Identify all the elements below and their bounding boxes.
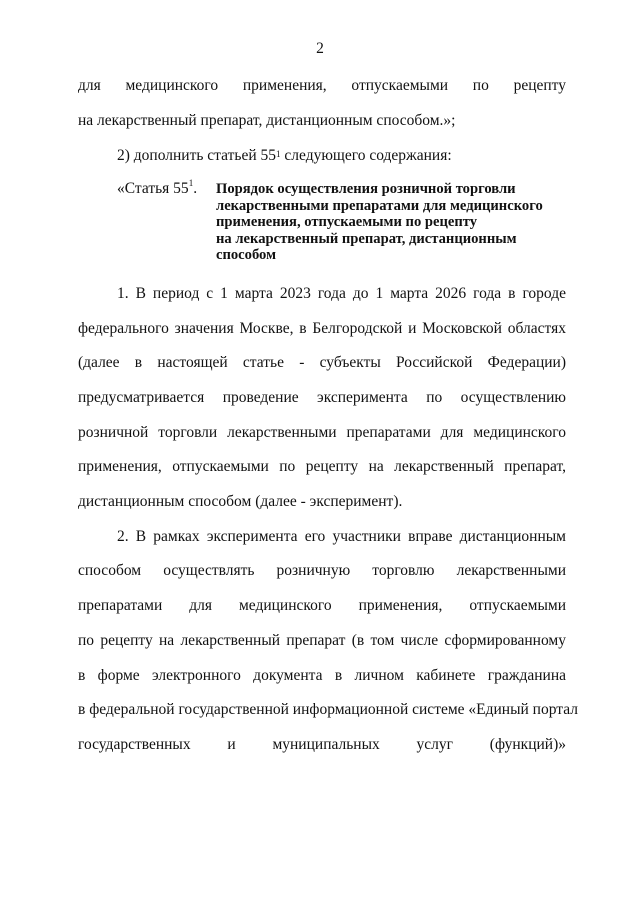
item-2-text-end: следующего содержания: xyxy=(280,147,452,164)
paragraph-2-line: препаратами для медицинского применения, отпускаемыми xyxy=(78,597,566,614)
article-label xyxy=(117,180,197,198)
article-title xyxy=(216,181,576,264)
article-label-dot: . xyxy=(193,180,198,197)
item-2-text: 2) дополнить статьей 55 xyxy=(117,147,277,164)
paragraph-2-line: государственных и муниципальных услуг (функций)» xyxy=(78,736,566,753)
paragraph-1-line: розничной торговли лекарственными препаратами для медицинского xyxy=(78,424,566,441)
paragraph-2-line: 2. В рамках эксперимента его участники вправе дистанционным xyxy=(117,528,566,545)
article-title-line: способом xyxy=(216,247,277,263)
text-line: для медицинского применения, отпускаемыми по рецепту xyxy=(78,77,566,94)
page-number: 2 xyxy=(316,40,324,57)
paragraph-1-line: применения, отпускаемыми по рецепту на лекарственный препарат, xyxy=(78,458,566,475)
article-title-line: Порядок осуществления розничной торговли xyxy=(216,181,516,197)
article-label-superscript: 1 xyxy=(188,178,194,188)
paragraph-1-line: дистанционным способом (далее - эксперимент). xyxy=(78,493,403,510)
article-title-line: лекарственными препаратами для медицинского xyxy=(216,197,543,214)
paragraph-2-line: в форме электронного документа в личном кабинете гражданина xyxy=(78,667,566,684)
paragraph-2-line: по рецепту на лекарственный препарат (в том числе сформированному xyxy=(78,632,566,649)
article-label-text: «Статья 55 xyxy=(117,180,189,197)
paragraph-1-line: федерального значения Москве, в Белгородской и Московской областях xyxy=(78,320,566,337)
paragraph-1-line: предусматривается проведение эксперимента по осуществлению xyxy=(78,389,566,406)
paragraph-1-line: (далее в настоящей статье - субъекты Российской Федерации) xyxy=(78,354,566,371)
article-title-line: применения, отпускаемыми по рецепту xyxy=(216,214,478,230)
item-2-line xyxy=(117,147,566,165)
paragraph-1-line: 1. В период с 1 марта 2023 года до 1 марта 2026 года в городе xyxy=(117,285,566,302)
item-2-superscript: 1 xyxy=(276,149,281,159)
article-title-line: на лекарственный препарат, дистанционным xyxy=(216,230,517,247)
paragraph-2-line: в федеральной государственной информационной системе «Единый портал xyxy=(78,701,578,718)
text-line: на лекарственный препарат, дистанционным способом.»; xyxy=(78,112,456,129)
paragraph-2-line: способом осуществлять розничную торговлю лекарственными xyxy=(78,562,566,579)
